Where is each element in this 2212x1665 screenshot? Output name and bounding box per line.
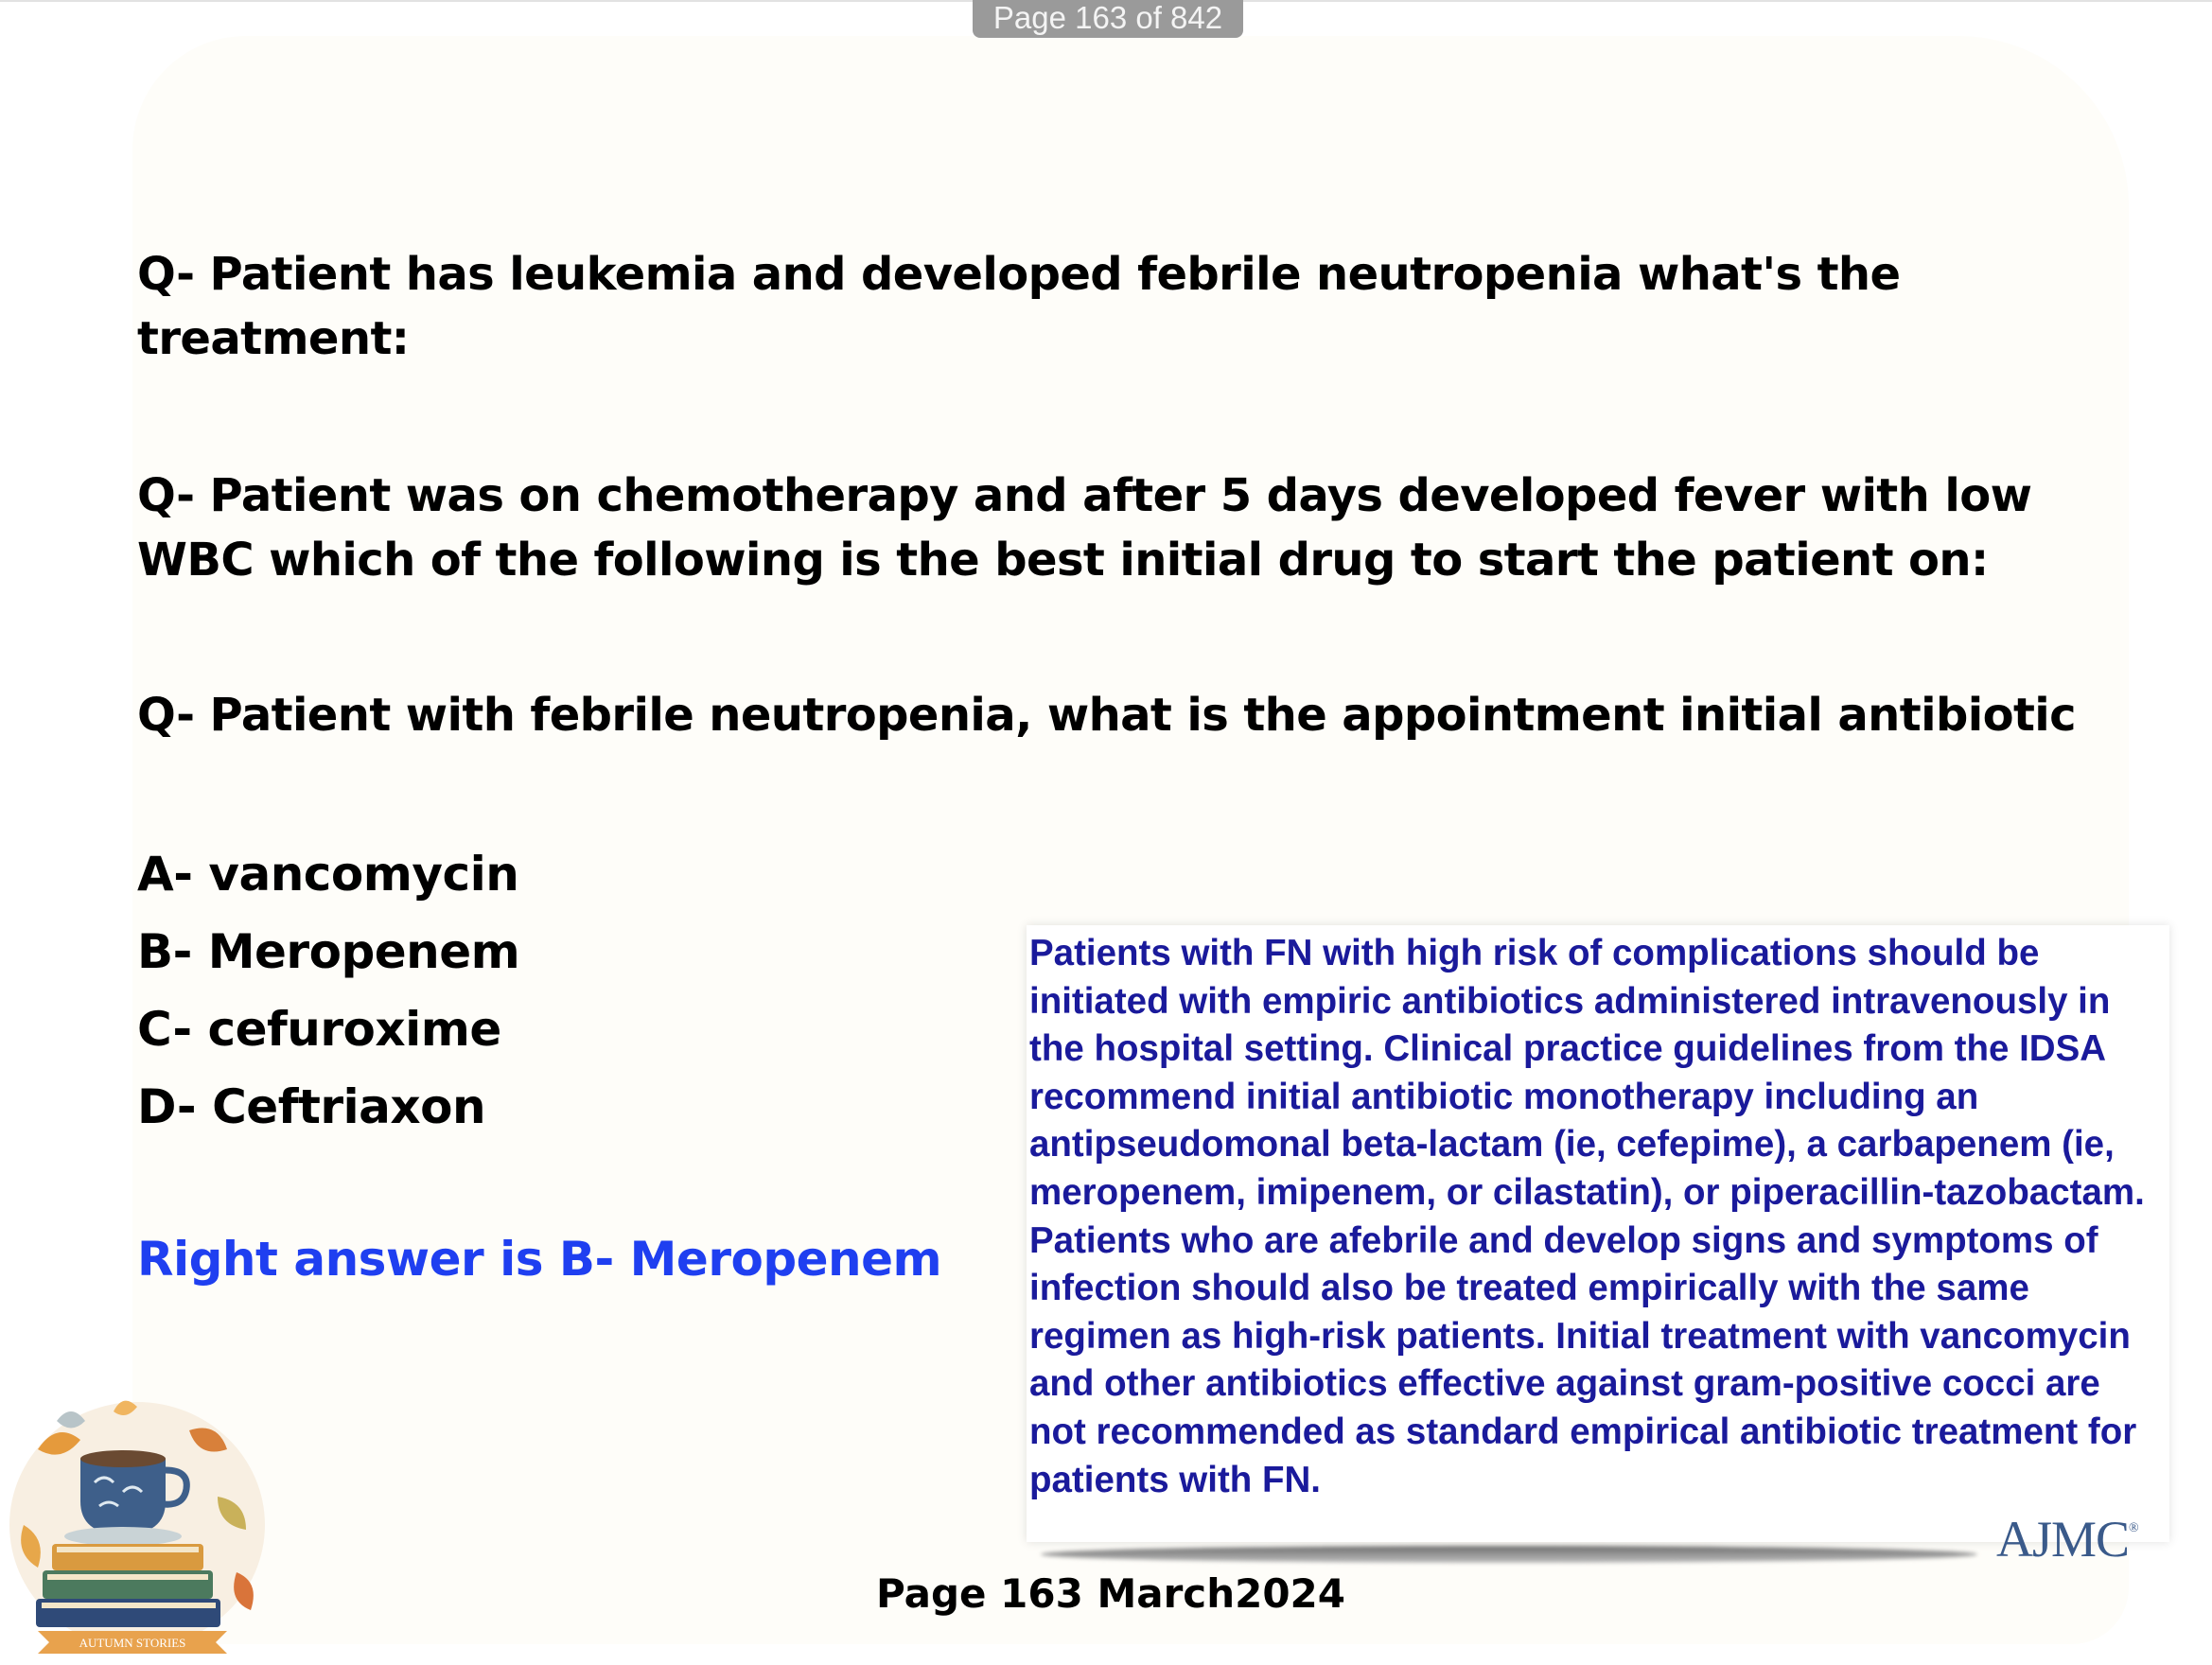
right-answer: Right answer is B- Meropenem — [137, 1232, 942, 1287]
answer-options — [137, 835, 519, 1146]
option-a: A- vancomycin — [137, 847, 519, 902]
source-logo — [1996, 1510, 2138, 1569]
autumn-books-teacup-sticker — [0, 1383, 274, 1657]
saucer — [64, 1527, 182, 1546]
book-pages — [42, 1603, 216, 1608]
question-1: Q- Patient has leukemia and developed febrile neutropenia what's the treatment: — [137, 248, 1901, 365]
book-pages — [47, 1574, 208, 1580]
trademark-mark: ® — [2129, 1521, 2138, 1535]
option-c: C- cefuroxime — [137, 1002, 501, 1057]
teacup-icon — [80, 1459, 166, 1534]
source-logo-text: AJMC — [1996, 1511, 2130, 1568]
explanation-text: Patients with FN with high risk of complications should be initiated with empiric antibiotics administered intravenously in the hospital setting. Clinical practice guidelines from the IDSA recommend initial antibiotic monotherapy including an antipseudomonal beta-lactam (ie, cefepime), a carbapenem (ie, meropenem, imipenem, or cilastatin), or piperacillin-tazobactam. Patients who are afebrile and develop signs and symptoms of infection should also be treated empirically with the same regimen as high-risk patients. Initial treatment with vancomycin and other antibiotics effective against gram-positive cocci are not recommended as standard empirical antibiotic treatment for patients with FN. — [1029, 933, 2145, 1500]
book-pages — [57, 1547, 199, 1552]
option-d: D- Ceftriaxon — [137, 1079, 486, 1134]
question-2: Q- Patient was on chemotherapy and after 5 days developed fever with low WBC which of the following is the best initial drug to start the patient on: — [137, 469, 2032, 587]
option-b: B- Meropenem — [137, 924, 520, 979]
question-3: Q- Patient with febrile neutropenia, what is the appointment initial antibiotic — [137, 689, 2076, 742]
tea-surface — [80, 1450, 166, 1467]
page-footer: Page 163 March2024 — [876, 1570, 1346, 1617]
sticker-banner-text: AUTUMN STORIES — [79, 1636, 186, 1650]
page-indicator: Page 163 of 842 — [973, 0, 1243, 38]
explanation-card-shadow — [1041, 1546, 1977, 1563]
